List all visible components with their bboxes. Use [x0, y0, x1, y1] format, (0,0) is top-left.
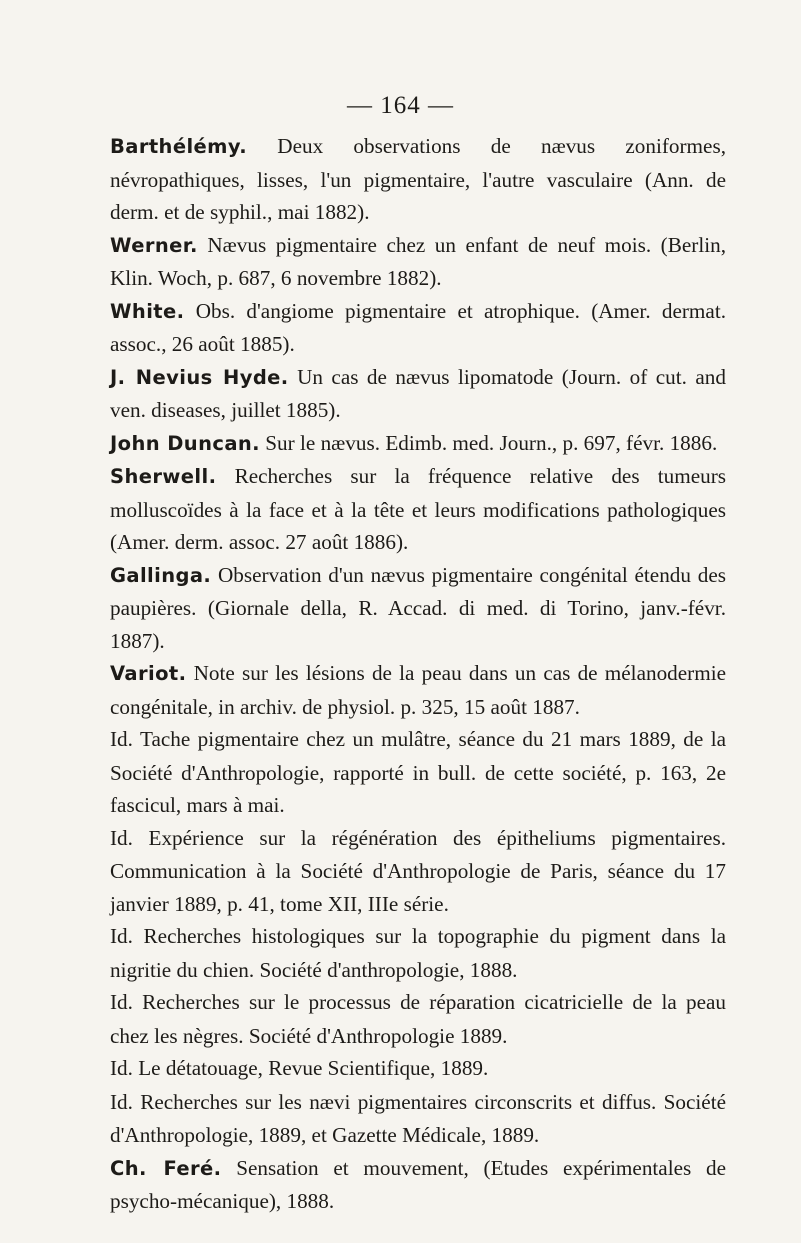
entry-text: Id. Le détatouage, Revue Scientifique, 1889.: [110, 1056, 489, 1080]
entry-text: Id. Recherches histologiques sur la topographie du pigment dans la nigritie du chien. Société d'anthropologie, 1888.: [110, 924, 726, 982]
entry-text: Sur le nævus. Edimb. med. Journ., p. 697, févr. 1886.: [259, 430, 718, 455]
bibliography-entry: [110, 1086, 726, 1152]
entry-text: Id. Recherches sur les nævi pigmentaires circonscrits et diffus. Société d'Anthropologie, 1889, et Gazette Médicale, 1889.: [110, 1089, 726, 1147]
bibliography-entry: [110, 1152, 726, 1218]
entry-author: Werner.: [110, 233, 198, 257]
entry-text: Obs. d'angiome pigmentaire et atrophique. (Amer. dermat. assoc., 26 août 1885).: [110, 298, 726, 356]
bibliography-entry: [110, 427, 726, 461]
entry-author: Variot.: [110, 662, 187, 685]
entry-text: Observation d'un nævus pigmentaire congénital étendu des paupières. (Giornale della, R. Accad. di med. di Torino, janv.-févr. 1887).: [110, 562, 726, 653]
bibliography-entry: [110, 229, 726, 295]
entry-text: Nævus pigmentaire chez un enfant de neuf mois. (Berlin, Klin. Woch, p. 687, 6 novembre 1882).: [110, 232, 726, 290]
entry-author: J. Nevius Hyde.: [110, 365, 289, 389]
bibliography-entry: [110, 1052, 726, 1086]
entry-text: Deux observations de nævus zoniformes, névropathiques, lisses, l'un pigmentaire, l'autre vasculaire (Ann. de derm. et de syphil., mai 1882).: [110, 134, 726, 224]
entry-author: Sherwell.: [110, 465, 217, 488]
entry-text: Recherches sur la fréquence relative des tumeurs molluscoïdes à la face et à la tête et leurs modifications pathologiques (Amer. derm. assoc. 27 août 1886).: [110, 464, 726, 554]
entry-author: John Duncan.: [110, 431, 260, 455]
bibliography-entry: [110, 657, 726, 723]
bibliography-entry: [110, 295, 726, 361]
bibliography-list: [110, 130, 726, 1218]
bibliography-entry: [110, 822, 726, 921]
entry-text: Note sur les lésions de la peau dans un cas de mélanodermie congénitale, in archiv. de physiol. p. 325, 15 août 1887.: [110, 661, 726, 719]
bibliography-entry: [110, 920, 726, 986]
entry-text: Id. Expérience sur la régénération des épitheliums pigmentaires. Communication à la Société d'Anthropologie de Paris, séance du 17 janvier 1889, p. 41, tome XII, IIIe série.: [110, 825, 726, 916]
bibliography-entry: [110, 130, 726, 229]
entry-author: Gallinga.: [110, 563, 212, 587]
bibliography-entry: [110, 559, 726, 658]
bibliography-entry: [110, 986, 726, 1052]
entry-author: Barthélémy.: [110, 135, 248, 158]
entry-text: Id. Recherches sur le processus de réparation cicatricielle de la peau chez les nègres. Société d'Anthropologie 1889.: [110, 990, 726, 1048]
page-number: — 164 —: [347, 92, 454, 119]
entry-author: Ch. Feré.: [110, 1156, 222, 1180]
bibliography-entry: [110, 460, 726, 559]
entry-author: White.: [110, 299, 185, 323]
bibliography-entry: [110, 361, 726, 427]
entry-text: Id. Tache pigmentaire chez un mulâtre, séance du 21 mars 1889, de la Société d'Anthropologie, rapporté in bull. de cette société, p. 163, 2e fascicul, mars à mai.: [110, 727, 726, 817]
bibliography-entry: [110, 723, 726, 822]
entry-text: Un cas de nævus lipomatode (Journ. of cut. and ven. diseases, juillet 1885).: [110, 364, 726, 422]
entry-text: Sensation et mouvement, (Etudes expérimentales de psycho-mécanique), 1888.: [110, 1155, 726, 1213]
